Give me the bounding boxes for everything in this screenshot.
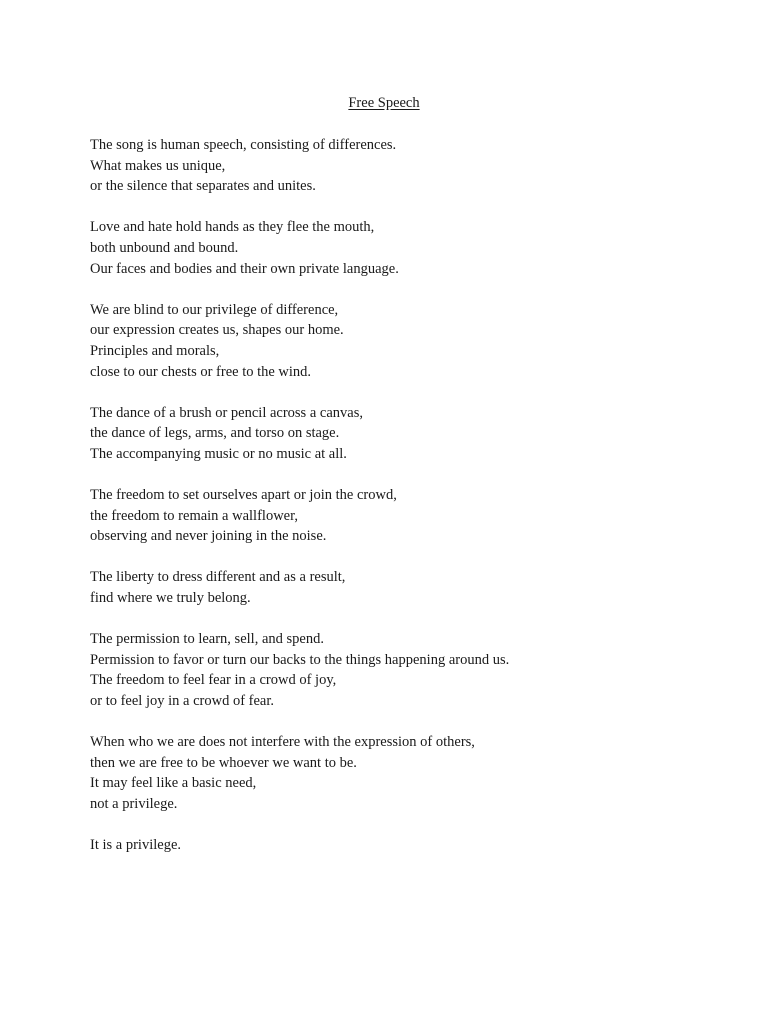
poem-line: Love and hate hold hands as they flee the mouth, [90, 219, 375, 236]
poem-line: The song is human speech, consisting of differences. [90, 137, 397, 153]
poem-line: both unbound and bound. [90, 239, 239, 256]
poem-line: Principles and morals, [90, 342, 220, 359]
poem-line: close to our chests or free to the wind. [90, 363, 312, 380]
stanza [90, 217, 710, 279]
poem-line: Our faces and bodies and their own private language. [90, 260, 399, 277]
poem-line: We are blind to our privilege of difference, [90, 301, 339, 318]
poem-line: or to feel joy in a crowd of fear. [90, 693, 274, 710]
stanza [90, 135, 710, 197]
poem-line: The dance of a brush or pencil across a canvas, [90, 404, 363, 421]
poem-line: our expression creates us, shapes our home. [90, 322, 344, 339]
poem-line: When who we are does not interfere with the expression of others, [90, 734, 475, 751]
poem-line: It may feel like a basic need, [90, 775, 257, 792]
poem-line: Permission to favor or turn our backs to the things happening around us. [90, 651, 510, 668]
stanza [90, 629, 710, 711]
poem-line: the freedom to remain a wallflower, [90, 507, 298, 524]
poem-line: find where we truly belong. [90, 590, 251, 607]
poem-body [90, 135, 710, 876]
poem-line: It is a privilege. [90, 837, 182, 854]
poem-line: then we are free to be whoever we want to be. [90, 754, 357, 771]
poem-line: What makes us unique, [90, 157, 226, 174]
poem-line: The freedom to feel fear in a crowd of joy, [90, 672, 337, 689]
poem-line: not a privilege. [90, 796, 178, 812]
stanza [90, 403, 710, 465]
stanza [90, 835, 710, 856]
stanza [90, 485, 710, 547]
document-title: Free Speech [348, 95, 420, 111]
poem-line: observing and never joining in the noise. [90, 528, 327, 545]
stanza [90, 567, 710, 608]
stanza [90, 732, 710, 814]
poem-line: The liberty to dress different and as a result, [90, 569, 346, 586]
poem-line: The permission to learn, sell, and spend. [90, 631, 324, 648]
poem-line: The accompanying music or no music at all. [90, 445, 347, 462]
poem-line: The freedom to set ourselves apart or join the crowd, [90, 487, 397, 504]
poem-line: or the silence that separates and unites. [90, 178, 316, 195]
poem-line: the dance of legs, arms, and torso on stage. [90, 425, 340, 442]
stanza [90, 300, 710, 382]
